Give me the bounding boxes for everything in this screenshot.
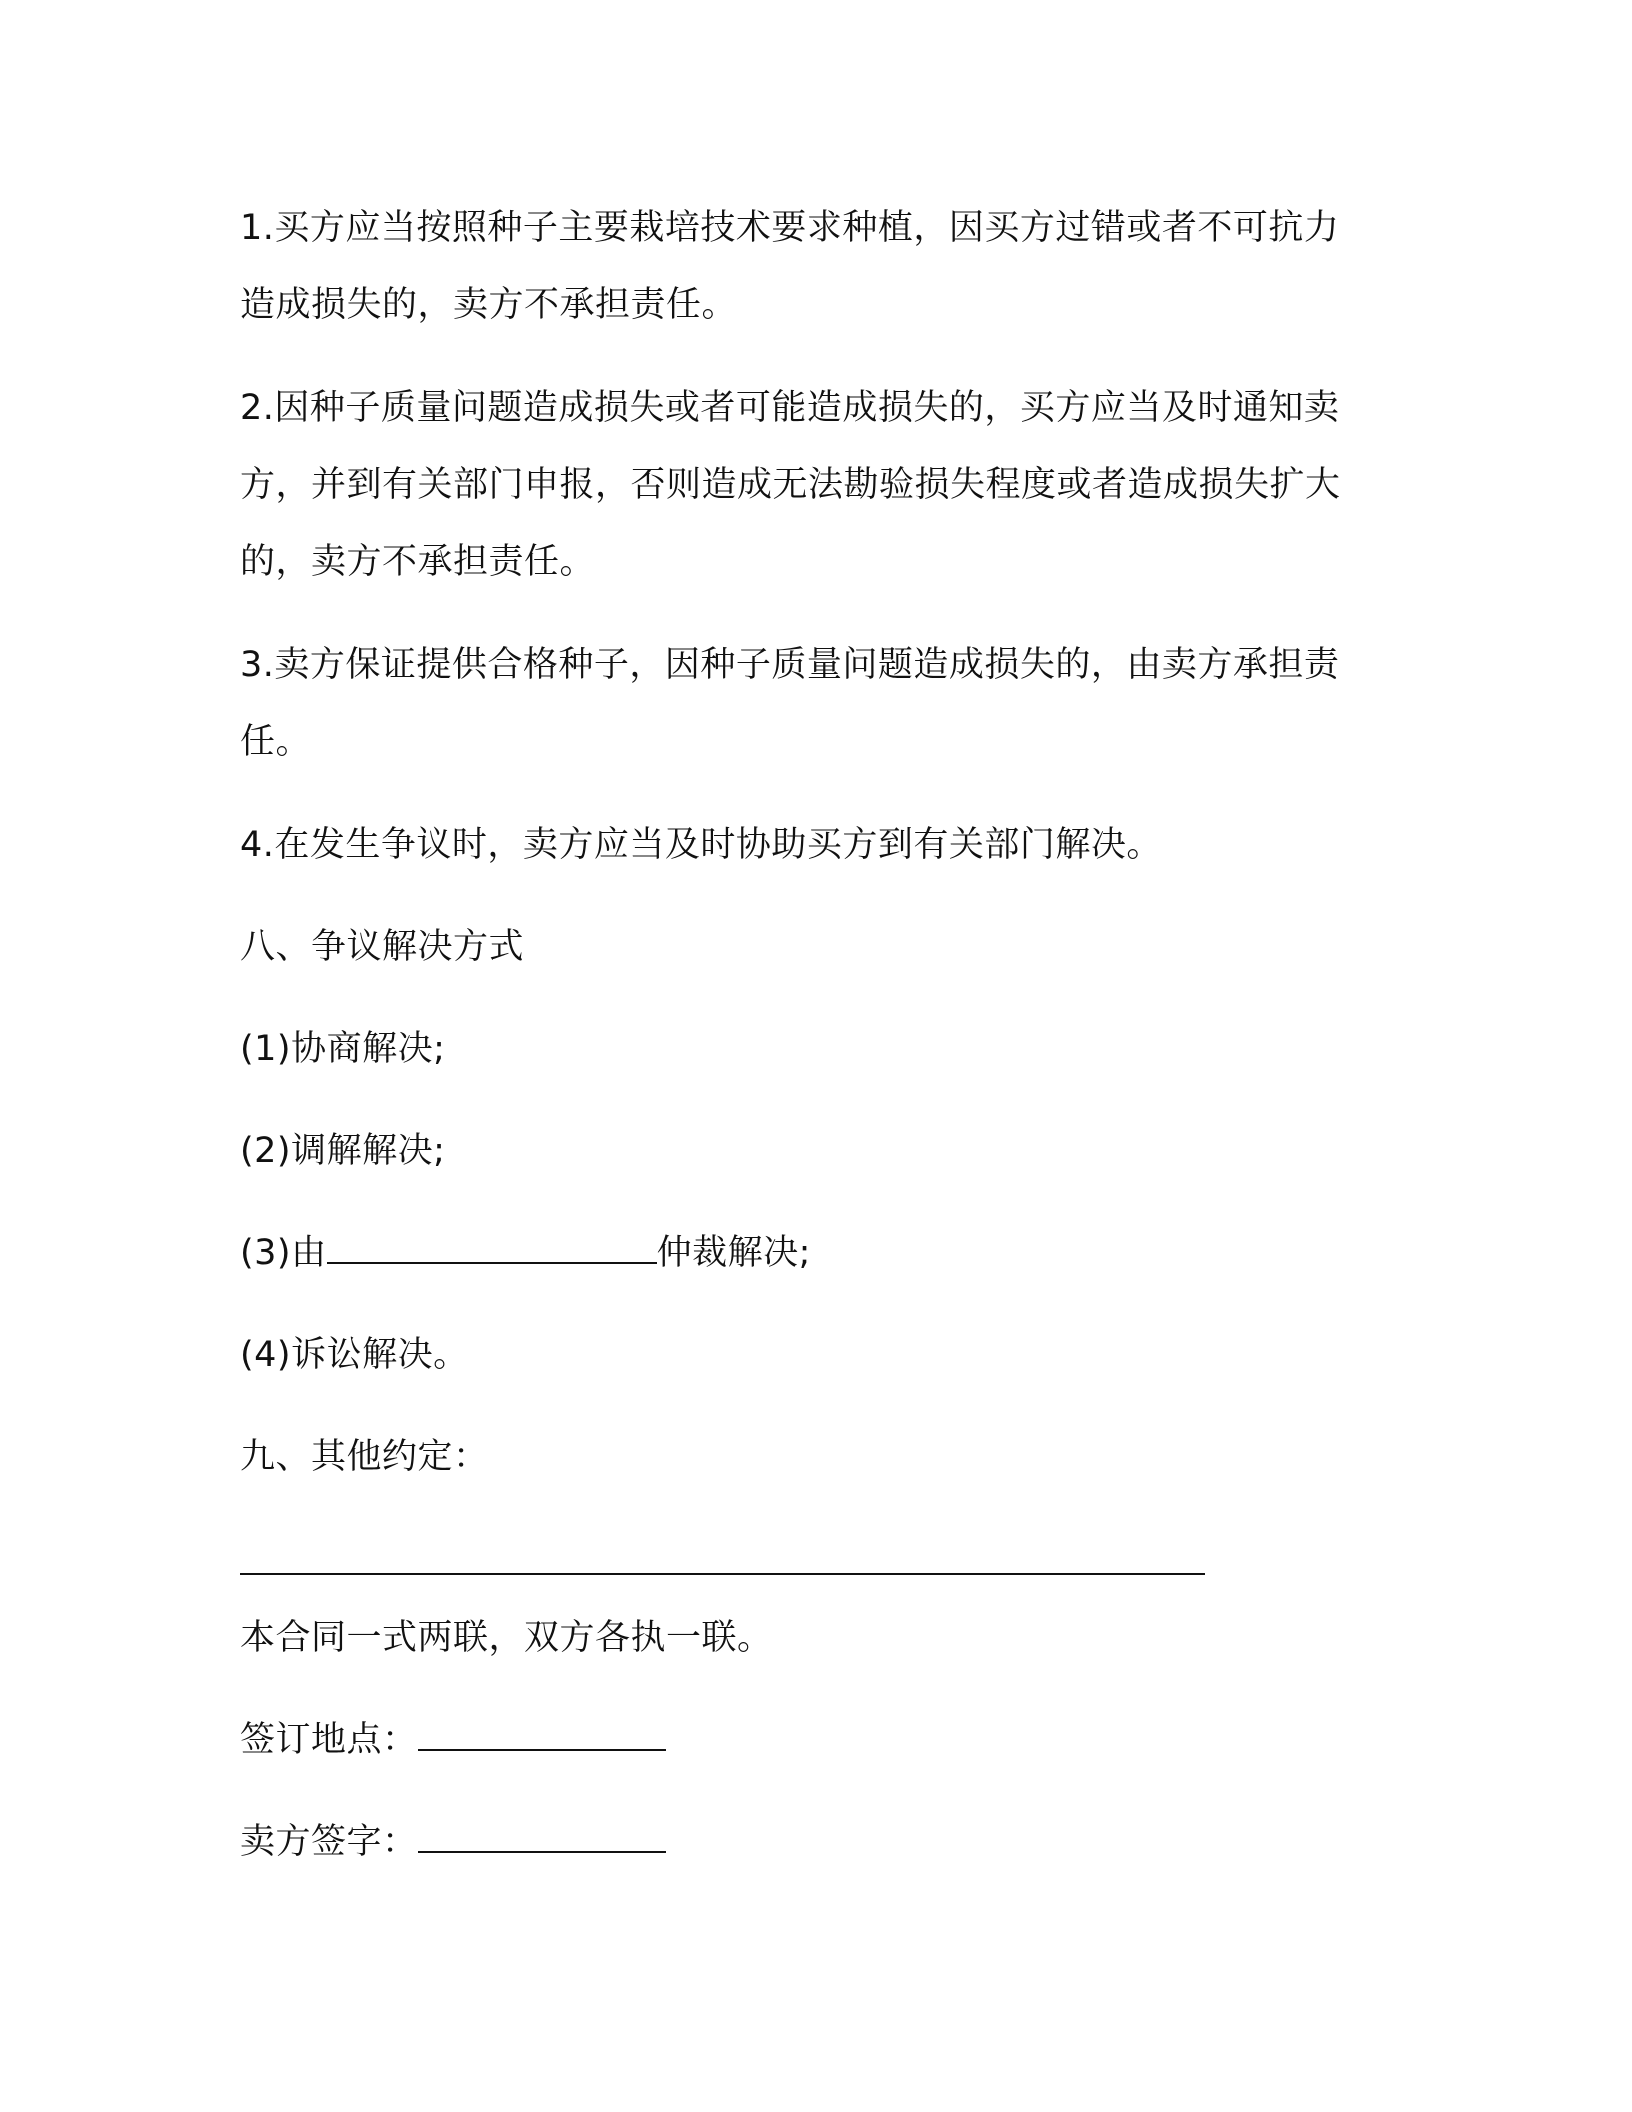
clause-1: 1.买方应当按照种子主要栽培技术要求种植，因买方过错或者不可抗力造成损失的，卖方不承担责任。 [240,208,1340,325]
copies-note: 本合同一式两联，双方各执一联。 [240,1618,773,1658]
dispute-option-3 [240,1215,1370,1292]
dispute-option-1: (1)协商解决; [240,1029,446,1069]
dispute-option-3-prefix: (3)由 [240,1233,327,1273]
clause-3: 3.卖方保证提供合格种子，因种子质量问题造成损失的，由卖方承担责任。 [240,645,1340,762]
document-page [240,190,1370,1906]
seller-signature-blank [418,1825,666,1853]
signing-place-blank [418,1723,666,1751]
dispute-option-3-suffix: 仲裁解决; [656,1233,811,1273]
seller-signature [240,1804,1370,1881]
clause-4: 4.在发生争议时，卖方应当及时协助买方到有关部门解决。 [240,825,1162,865]
dispute-option-2: (2)调解解决; [240,1131,446,1171]
dispute-option-4: (4)诉讼解决。 [240,1335,469,1375]
section-8-title: 八、争议解决方式 [240,927,525,967]
section-9-title: 九、其他约定： [240,1437,489,1477]
arbitration-blank [327,1236,657,1264]
seller-signature-label: 卖方签字： [240,1822,418,1862]
clause-2: 2.因种子质量问题造成损失或者可能造成损失的，买方应当及时通知卖方，并到有关部门申报，否则造成无法勘验损失程度或者造成损失扩大的，卖方不承担责任。 [240,388,1341,582]
other-agreements-blank [240,1521,1205,1575]
signing-place-label: 签订地点： [240,1720,418,1760]
signing-place [240,1702,1370,1779]
